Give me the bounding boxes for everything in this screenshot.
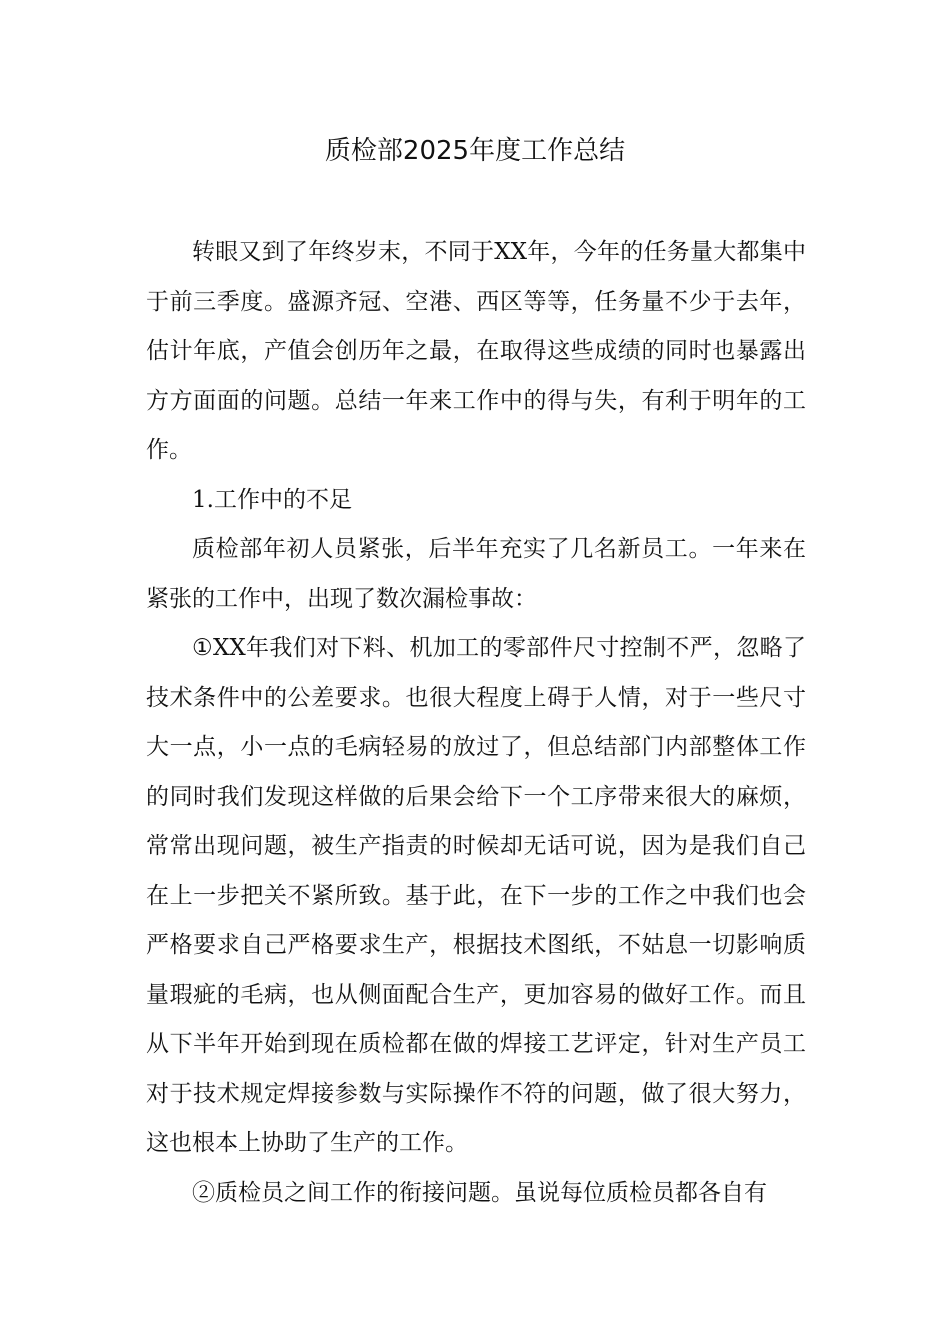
document-body	[146, 228, 806, 1218]
issue-1-paragraph: ①XX年我们对下料、机加工的零部件尺寸控制不严，忽略了技术条件中的公差要求。也很大程度上碍于人情，对于一些尺寸大一点，小一点的毛病轻易的放过了，但总结部门内部整体工作的同时我们发现这样做的后果会给下一个工序带来很大的麻烦，常常出现问题，被生产指责的时候却无话可说，因为是我们自己在上一步把关不紧所致。基于此，在下一步的工作之中我们也会严格要求自己严格要求生产，根据技术图纸，不姑息一切影响质量瑕疵的毛病，也从侧面配合生产，更加容易的做好工作。而且从下半年开始到现在质检都在做的焊接工艺评定，针对生产员工对于技术规定焊接参数与实际操作不符的问题，做了很大努力，这也根本上协助了生产的工作。	[146, 635, 806, 1156]
staffing-paragraph: 质检部年初人员紧张，后半年充实了几名新员工。一年来在紧张的工作中，出现了数次漏检事故：	[146, 536, 806, 612]
intro-paragraph: 转眼又到了年终岁末，不同于XX年，今年的任务量大都集中于前三季度。盛源齐冠、空港、西区等等，任务量不少于去年，估计年底，产值会创历年之最，在取得这些成绩的同时也暴露出方方面面的问题。总结一年来工作中的得与失，有利于明年的工作。	[146, 239, 806, 463]
section-heading-shortcomings: 1.工作中的不足	[192, 486, 352, 513]
issue-2-paragraph: ②质检员之间工作的衔接问题。虽说每位质检员都各自有	[192, 1179, 767, 1206]
document-title: 质检部2025年度工作总结	[324, 136, 626, 166]
